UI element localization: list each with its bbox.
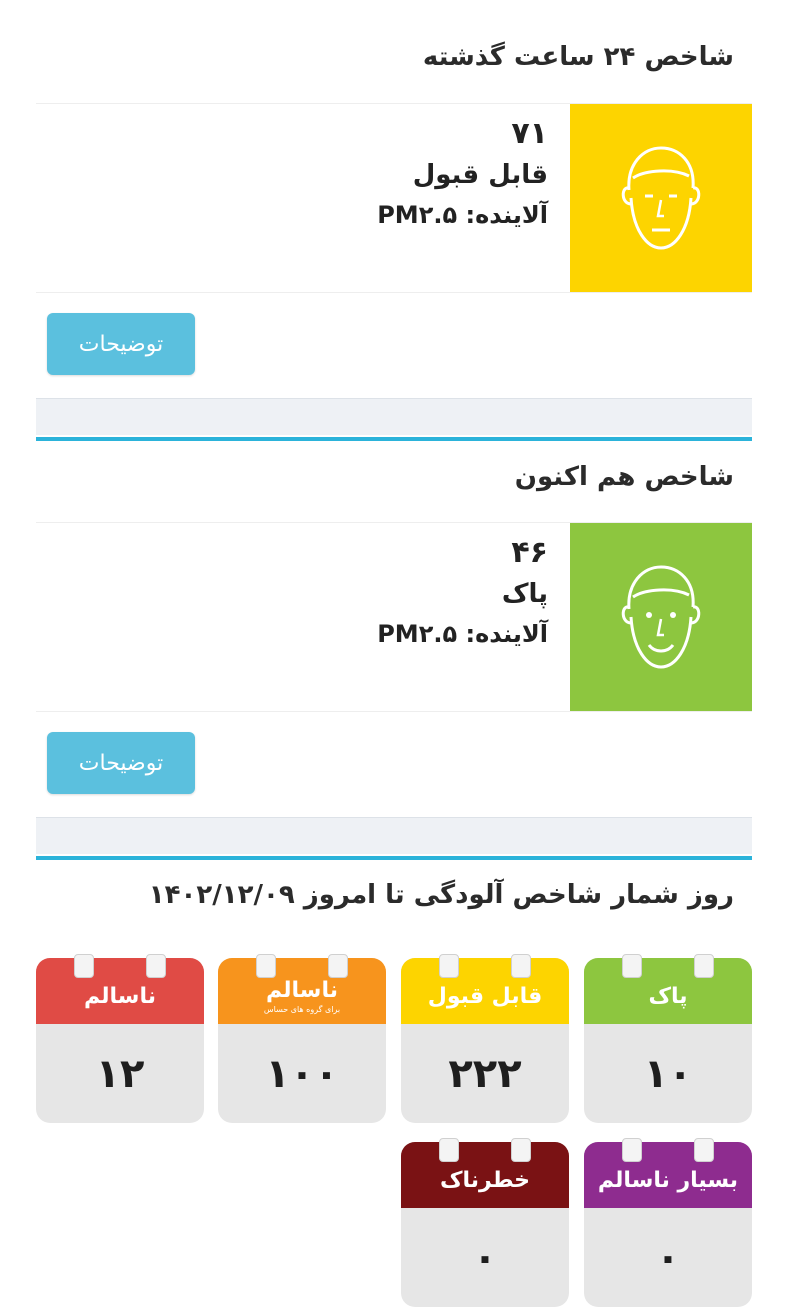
past24-description-button[interactable]: توضیحات: [47, 313, 195, 375]
divider-line: [36, 856, 752, 860]
counter-tile-unhealthy-sensitive: [218, 958, 386, 1123]
divider-line: [36, 437, 752, 441]
counter-tile-clean: [584, 958, 752, 1123]
counter-tile-label: خطرناک: [439, 1167, 531, 1193]
neutral-face-icon: [611, 138, 711, 258]
current-title: شاخص هم اکنون: [514, 462, 734, 492]
counter-tile-count: ۲۲۲: [448, 1050, 522, 1097]
counter-tile-hazardous: [401, 1142, 569, 1307]
current-status: پاک: [501, 579, 548, 609]
calendar-ring-icon: [328, 954, 348, 978]
counter-tile-very-unhealthy: [584, 1142, 752, 1307]
counter-tile-label: قابل قبول: [427, 983, 543, 1009]
current-info: [377, 533, 548, 653]
counter-tile-label: بسیار ناسالم: [597, 1167, 739, 1193]
counter-tile-header: [584, 1142, 752, 1208]
counter-tile-unhealthy: [36, 958, 204, 1123]
current-face-panel: [570, 523, 752, 711]
counter-tile-acceptable: [401, 958, 569, 1123]
current-description-button[interactable]: توضیحات: [47, 732, 195, 794]
calendar-ring-icon: [694, 954, 714, 978]
calendar-ring-icon: [511, 954, 531, 978]
calendar-ring-icon: [439, 954, 459, 978]
counter-tile-header: [584, 958, 752, 1024]
divider-strip: [36, 398, 752, 435]
counter-tile-count: ۰: [472, 1234, 498, 1281]
counter-tile-header: [401, 958, 569, 1024]
past24-face-panel: [570, 104, 752, 292]
calendar-ring-icon: [256, 954, 276, 978]
day-counter-title: روز شمار شاخص آلودگی تا امروز ۱۴۰۲/۱۲/۰۹: [148, 880, 734, 910]
counter-tile-sublabel: برای گروه های حساس: [263, 1005, 341, 1014]
counter-tile-header: [218, 958, 386, 1024]
counter-tile-header: [401, 1142, 569, 1208]
current-aqi-value: ۴۶: [511, 535, 548, 570]
current-aqi-card: [36, 522, 752, 712]
calendar-ring-icon: [439, 1138, 459, 1162]
past24-title: شاخص ۲۴ ساعت گذشته: [422, 42, 734, 72]
past24-aqi-value: ۷۱: [511, 116, 548, 151]
past24-aqi-card: [36, 103, 752, 293]
counter-tile-label: پاک: [648, 983, 688, 1009]
calendar-ring-icon: [694, 1138, 714, 1162]
past24-pollutant: آلاینده: PM۲.۵: [377, 201, 548, 229]
calendar-ring-icon: [74, 954, 94, 978]
calendar-ring-icon: [622, 1138, 642, 1162]
past24-info: [377, 114, 548, 234]
calendar-ring-icon: [511, 1138, 531, 1162]
counter-tile-count: ۱۰: [643, 1050, 693, 1097]
current-pollutant: آلاینده: PM۲.۵: [377, 620, 548, 648]
counter-tile-header: [36, 958, 204, 1024]
counter-tile-label: ناسالم: [84, 983, 156, 1009]
counter-tile-count: ۱۰۰: [265, 1050, 339, 1097]
divider-strip: [36, 817, 752, 854]
counter-tile-label: ناسالم: [266, 978, 338, 1003]
calendar-ring-icon: [622, 954, 642, 978]
calendar-ring-icon: [146, 954, 166, 978]
counter-tile-count: ۰: [655, 1234, 681, 1281]
past24-status: قابل قبول: [412, 160, 548, 190]
smiling-face-icon: [611, 557, 711, 677]
counter-tile-count: ۱۲: [95, 1050, 145, 1097]
